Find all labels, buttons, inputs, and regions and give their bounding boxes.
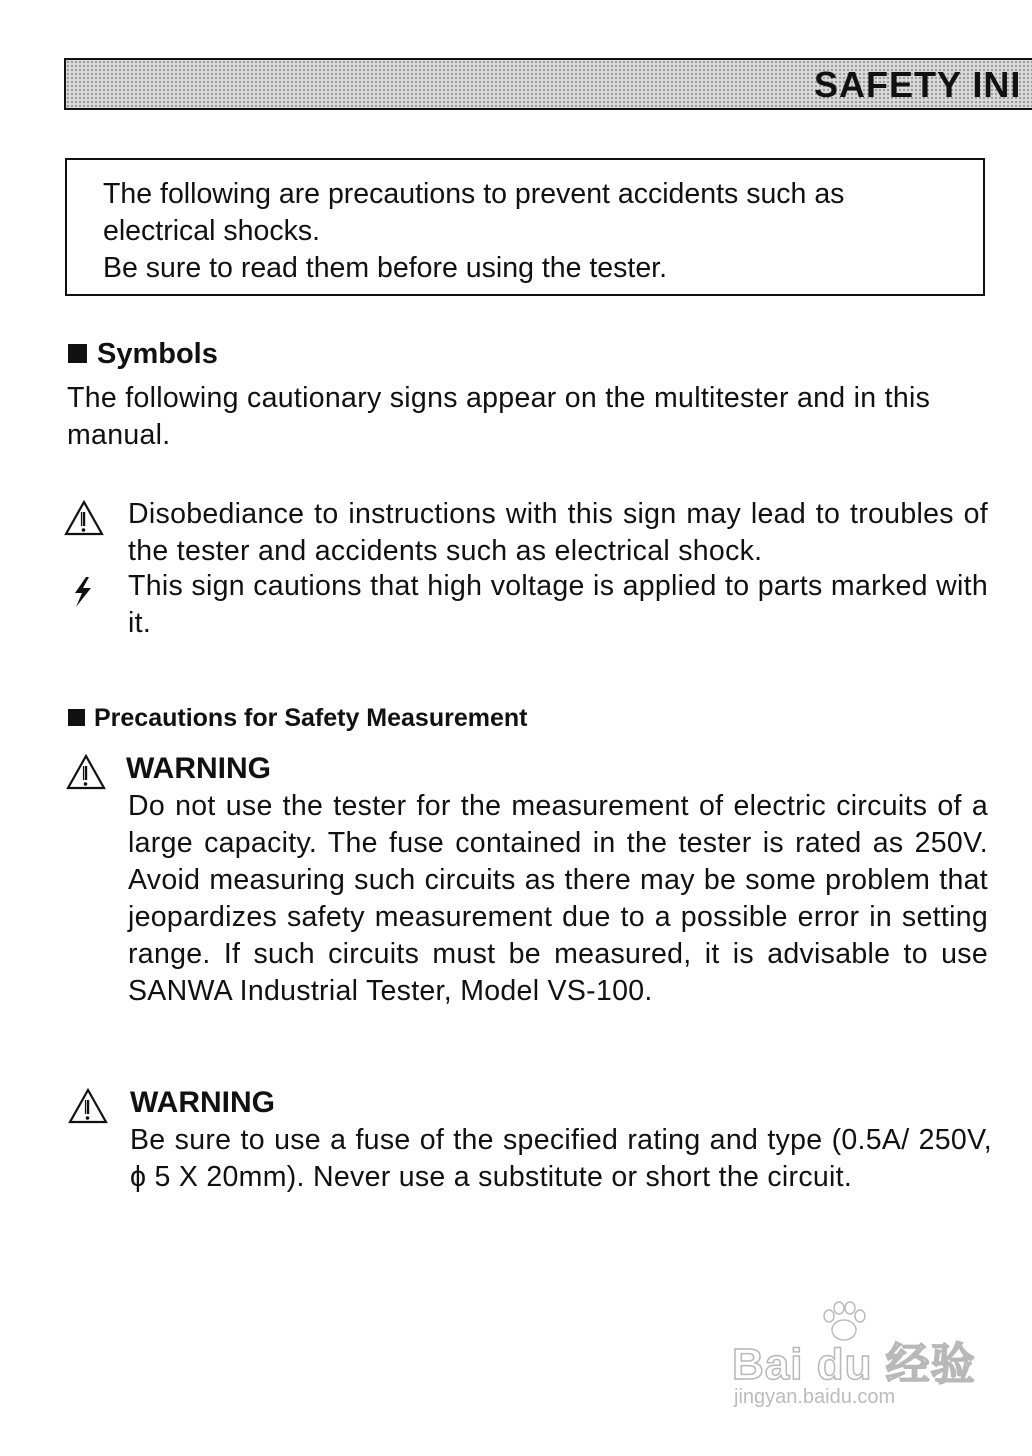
warning-1-body: [128, 788, 988, 1010]
warning-triangle-icon: [66, 754, 106, 790]
intro-line-2: Be sure to read them before using the tester.: [103, 252, 668, 284]
symbols-heading-text: Symbols: [97, 338, 218, 370]
watermark-url: jingyan.baidu.com: [734, 1386, 896, 1408]
warning-2-body: [130, 1122, 992, 1196]
caution-sign-text: Disobediance to instructions with this sign may lead to troubles of the tester and accidents such as electrical shock.: [128, 498, 988, 567]
high-voltage-icon: [70, 576, 96, 608]
precautions-heading: [68, 704, 527, 733]
warning-2-text: Be sure to use a fuse of the specified rating and type (0.5A/ 250V, ϕ 5 X 20mm). Never use a substitute or short the circuit.: [130, 1124, 992, 1193]
bullet-square-icon: [68, 344, 87, 363]
header-bar: [64, 58, 1032, 110]
warning-1-text: Do not use the tester for the measurement of electric circuits of a large capacity. The fuse contained in the tester is rated as 250V. Avoid measuring such circuits as there may be some problem that jeopardizes safety measurement due to a possible error in setting range. If such circuits must be measured, it is advisable to use SANWA Industrial Tester, Model VS-100.: [128, 790, 988, 1007]
bullet-square-icon: [68, 709, 85, 726]
symbols-heading: [68, 338, 218, 371]
warning-triangle-icon: [64, 500, 104, 536]
warning-2-label: WARNING: [130, 1086, 275, 1119]
warning-triangle-icon: [68, 1088, 108, 1124]
symbols-description: [67, 380, 985, 454]
warning-1-label: WARNING: [126, 752, 271, 785]
intro-line-1: The following are precautions to prevent accidents such as electrical shocks.: [103, 178, 845, 247]
baidu-watermark: [730, 1300, 990, 1430]
page-title: SAFETY INI: [814, 64, 1022, 105]
precautions-heading-text: Precautions for Safety Measurement: [94, 704, 528, 732]
intro-notice-box: [65, 158, 985, 296]
voltage-sign-description: [128, 568, 988, 642]
watermark-brand: Bai du 经验: [732, 1340, 976, 1389]
voltage-sign-text: This sign cautions that high voltage is applied to parts marked with it.: [128, 570, 988, 639]
symbols-description-text: The following cautionary signs appear on the multitester and in this manual.: [67, 382, 931, 451]
caution-sign-description: [128, 496, 988, 570]
